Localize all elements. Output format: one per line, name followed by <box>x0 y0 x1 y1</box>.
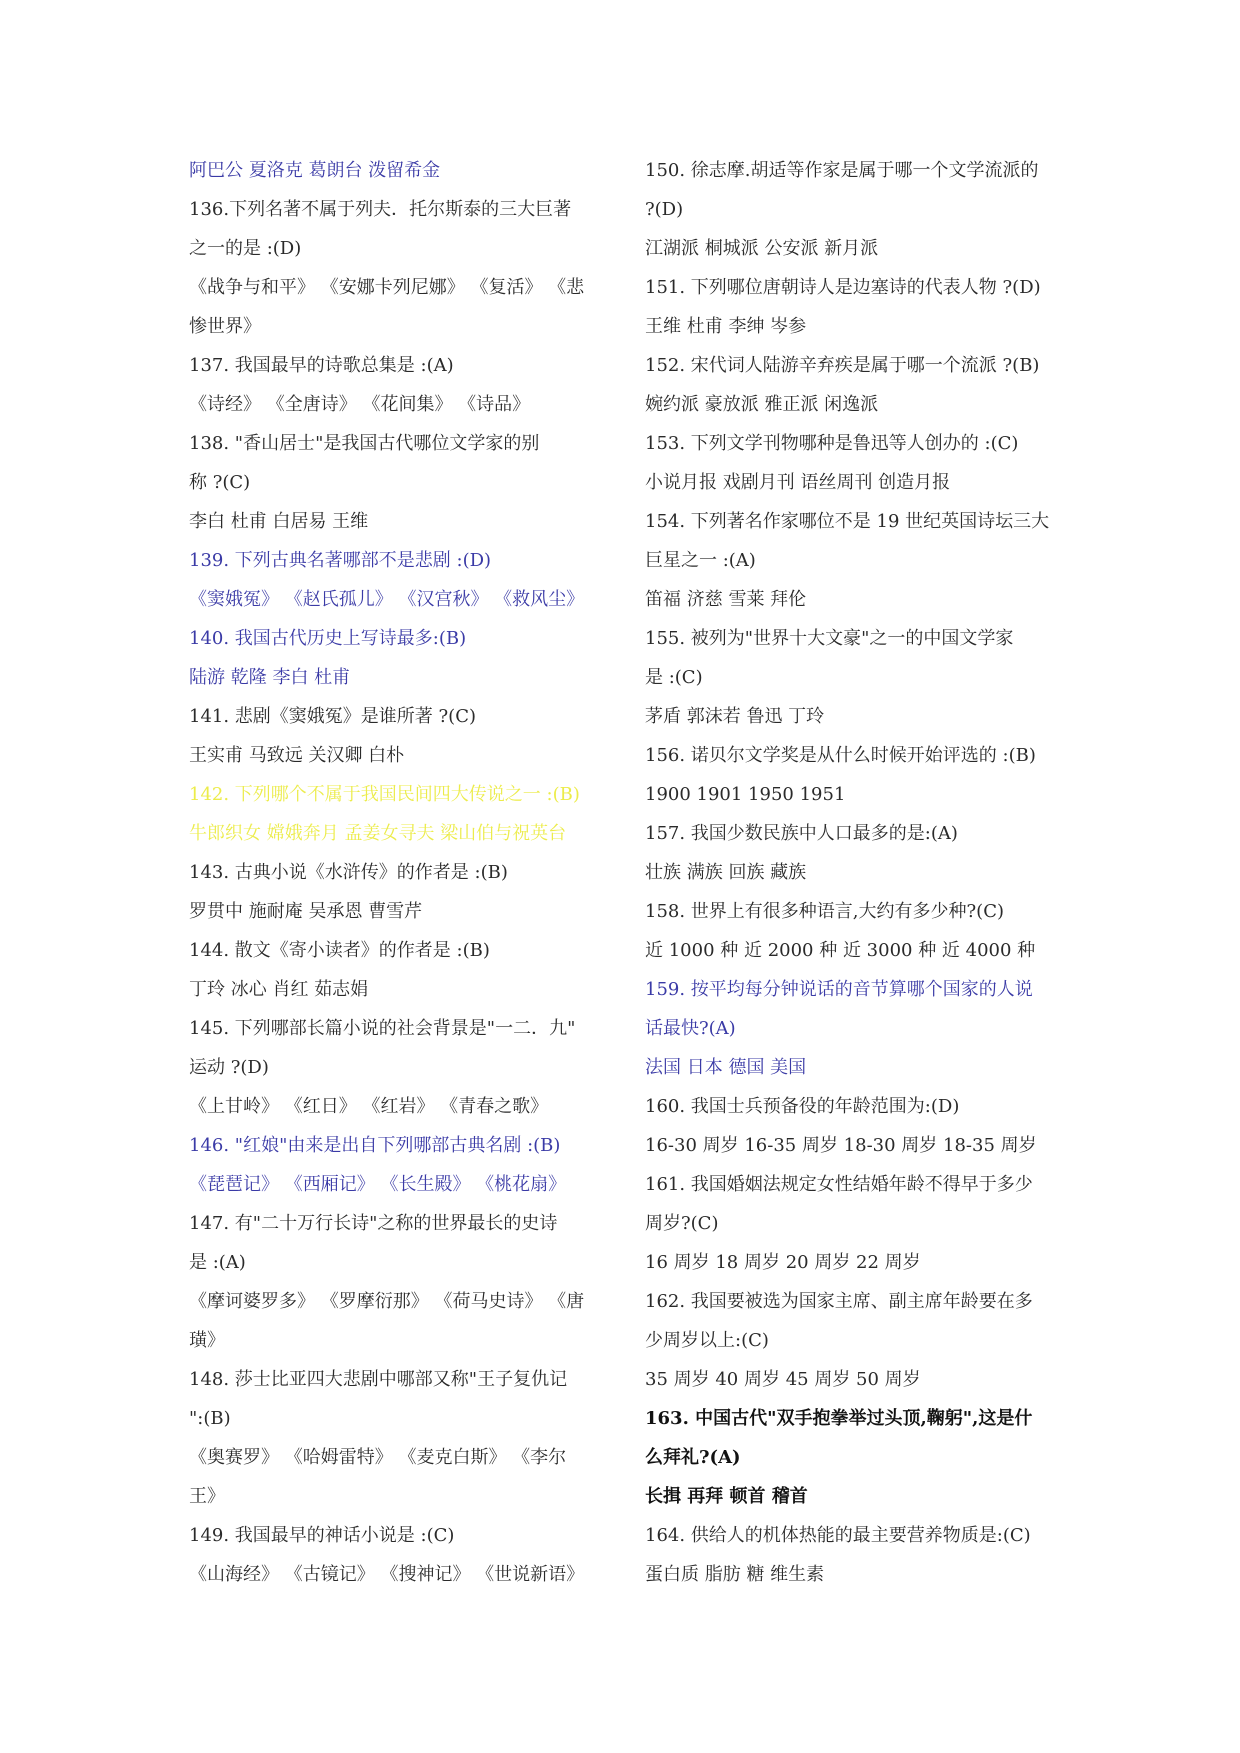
text-line: 罗贯中 施耐庵 吴承恩 曹雪芹 <box>189 901 423 922</box>
text-line: 话最快?(A) <box>645 1018 736 1039</box>
text-line: 《战争与和平》 《安娜卡列尼娜》 《复活》 《悲 <box>189 277 585 298</box>
text-line: 143. 古典小说《水浒传》的作者是 :(B) <box>189 862 508 883</box>
text-line: 147. 有"二十万行长诗"之称的世界最长的史诗 <box>189 1213 558 1234</box>
text-line: 154. 下列著名作家哪位不是 19 世纪英国诗坛三大 <box>645 511 1050 532</box>
text-line: 《山海经》 《古镜记》 《搜神记》 《世说新语》 <box>189 1564 585 1585</box>
text-line: 158. 世界上有很多种语言,大约有多少种?(C) <box>645 901 1004 922</box>
text-line: 137. 我国最早的诗歌总集是 :(A) <box>189 355 454 376</box>
text-line: 155. 被列为"世界十大文豪"之一的中国文学家 <box>645 628 1014 649</box>
text-line: 法国 日本 德国 美国 <box>645 1057 807 1078</box>
text-line: 163. 中国古代"双手抱拳举过头顶,鞠躬",这是什 <box>645 1408 1033 1429</box>
text-line: 牛郎织女 嫦娥奔月 孟姜女寻夫 梁山伯与祝英台 <box>189 823 567 844</box>
text-line: 162. 我国要被选为国家主席、副主席年龄要在多 <box>645 1291 1033 1312</box>
text-line: 称 ?(C) <box>189 472 251 493</box>
text-line: 161. 我国婚姻法规定女性结婚年龄不得早于多少 <box>645 1174 1033 1195</box>
text-line: 长揖 再拜 顿首 稽首 <box>645 1486 808 1507</box>
text-line: 壮族 满族 回族 藏族 <box>645 862 807 883</box>
text-line: ":(B) <box>189 1408 231 1429</box>
text-line: 少周岁以上:(C) <box>645 1330 769 1351</box>
text-line: 159. 按平均每分钟说话的音节算哪个国家的人说 <box>645 979 1033 1000</box>
text-line: 《奥赛罗》 《哈姆雷特》 《麦克白斯》 《李尔 <box>189 1447 567 1468</box>
text-line: 144. 散文《寄小读者》的作者是 :(B) <box>189 940 490 961</box>
text-line: 《窦娥冤》 《赵氏孤儿》 《汉宫秋》 《救风尘》 <box>189 589 585 610</box>
text-line: 157. 我国少数民族中人口最多的是:(A) <box>645 823 958 844</box>
text-line: 婉约派 豪放派 雅正派 闲逸派 <box>645 394 879 415</box>
left-column <box>189 151 609 1594</box>
text-line: 160. 我国士兵预备役的年龄范围为:(D) <box>645 1096 960 1117</box>
text-line: 江湖派 桐城派 公安派 新月派 <box>645 238 879 259</box>
text-line: 141. 悲剧《窦娥冤》是谁所著 ?(C) <box>189 706 476 727</box>
text-line: 139. 下列古典名著哪部不是悲剧 :(D) <box>189 550 492 571</box>
text-line: 145. 下列哪部长篇小说的社会背景是"一二．九" <box>189 1018 576 1039</box>
text-line: 是 :(A) <box>189 1252 246 1273</box>
text-line: 《诗经》 《全唐诗》 《花间集》 《诗品》 <box>189 394 531 415</box>
text-line: 李白 杜甫 白居易 王维 <box>189 511 369 532</box>
text-line: 是 :(C) <box>645 667 703 688</box>
text-line: 近 1000 种 近 2000 种 近 3000 种 近 4000 种 <box>645 940 1036 961</box>
text-line: 16-30 周岁 16-35 周岁 18-30 周岁 18-35 周岁 <box>645 1135 1037 1156</box>
text-line: 阿巴公 夏洛克 葛朗台 泼留希金 <box>189 160 441 181</box>
text-line: 148. 莎士比亚四大悲剧中哪部又称"王子复仇记 <box>189 1369 568 1390</box>
text-line: 王》 <box>189 1486 225 1507</box>
text-line: 35 周岁 40 周岁 45 周岁 50 周岁 <box>645 1369 921 1390</box>
text-line: 《摩诃婆罗多》 《罗摩衍那》 《荷马史诗》 《唐 <box>189 1291 585 1312</box>
text-line: 王维 杜甫 李绅 岑参 <box>645 316 807 337</box>
text-line: 146. "红娘"由来是出自下列哪部古典名剧 :(B) <box>189 1135 561 1156</box>
text-line: 150. 徐志摩.胡适等作家是属于哪一个文学流派的 <box>645 160 1039 181</box>
text-line: ?(D) <box>645 199 684 220</box>
text-line: 陆游 乾隆 李白 杜甫 <box>189 667 351 688</box>
text-line: 151. 下列哪位唐朝诗人是边塞诗的代表人物 ?(D) <box>645 277 1041 298</box>
text-line: 周岁?(C) <box>645 1213 719 1234</box>
text-line: 152. 宋代词人陆游辛弃疾是属于哪一个流派 ?(B) <box>645 355 1040 376</box>
text-line: 《上甘岭》 《红日》 《红岩》 《青春之歌》 <box>189 1096 549 1117</box>
right-column <box>645 151 1065 1594</box>
text-line: 1900 1901 1950 1951 <box>645 784 846 805</box>
text-line: 《琵琶记》 《西厢记》 《长生殿》 《桃花扇》 <box>189 1174 567 1195</box>
text-line: 之一的是 :(D) <box>189 238 302 259</box>
text-line: 156. 诺贝尔文学奖是从什么时候开始评选的 :(B) <box>645 745 1036 766</box>
text-line: 153. 下列文学刊物哪种是鲁迅等人创办的 :(C) <box>645 433 1019 454</box>
text-line: 丁玲 冰心 肖红 茹志娟 <box>189 979 369 1000</box>
text-line: 么拜礼?(A) <box>645 1447 741 1468</box>
text-line: 16 周岁 18 周岁 20 周岁 22 周岁 <box>645 1252 921 1273</box>
text-line: 142. 下列哪个不属于我国民间四大传说之一 :(B) <box>189 784 580 805</box>
text-line: 巨星之一 :(A) <box>645 550 756 571</box>
text-line: 140. 我国古代历史上写诗最多:(B) <box>189 628 467 649</box>
text-line: 茅盾 郭沫若 鲁迅 丁玲 <box>645 706 825 727</box>
text-line: 蛋白质 脂肪 糖 维生素 <box>645 1564 825 1585</box>
text-line: 小说月报 戏剧月刊 语丝周刊 创造月报 <box>645 472 951 493</box>
text-line: 149. 我国最早的神话小说是 :(C) <box>189 1525 455 1546</box>
text-line: 164. 供给人的机体热能的最主要营养物质是:(C) <box>645 1525 1031 1546</box>
text-line: 138. "香山居士"是我国古代哪位文学家的别 <box>189 433 540 454</box>
text-line: 王实甫 马致远 关汉卿 白朴 <box>189 745 405 766</box>
text-line: 璜》 <box>189 1330 225 1351</box>
text-line: 笛福 济慈 雪莱 拜伦 <box>645 589 807 610</box>
text-line: 运动 ?(D) <box>189 1057 269 1078</box>
text-line: 136.下列名著不属于列夫．托尔斯泰的三大巨著 <box>189 199 572 220</box>
text-line: 惨世界》 <box>189 316 261 337</box>
